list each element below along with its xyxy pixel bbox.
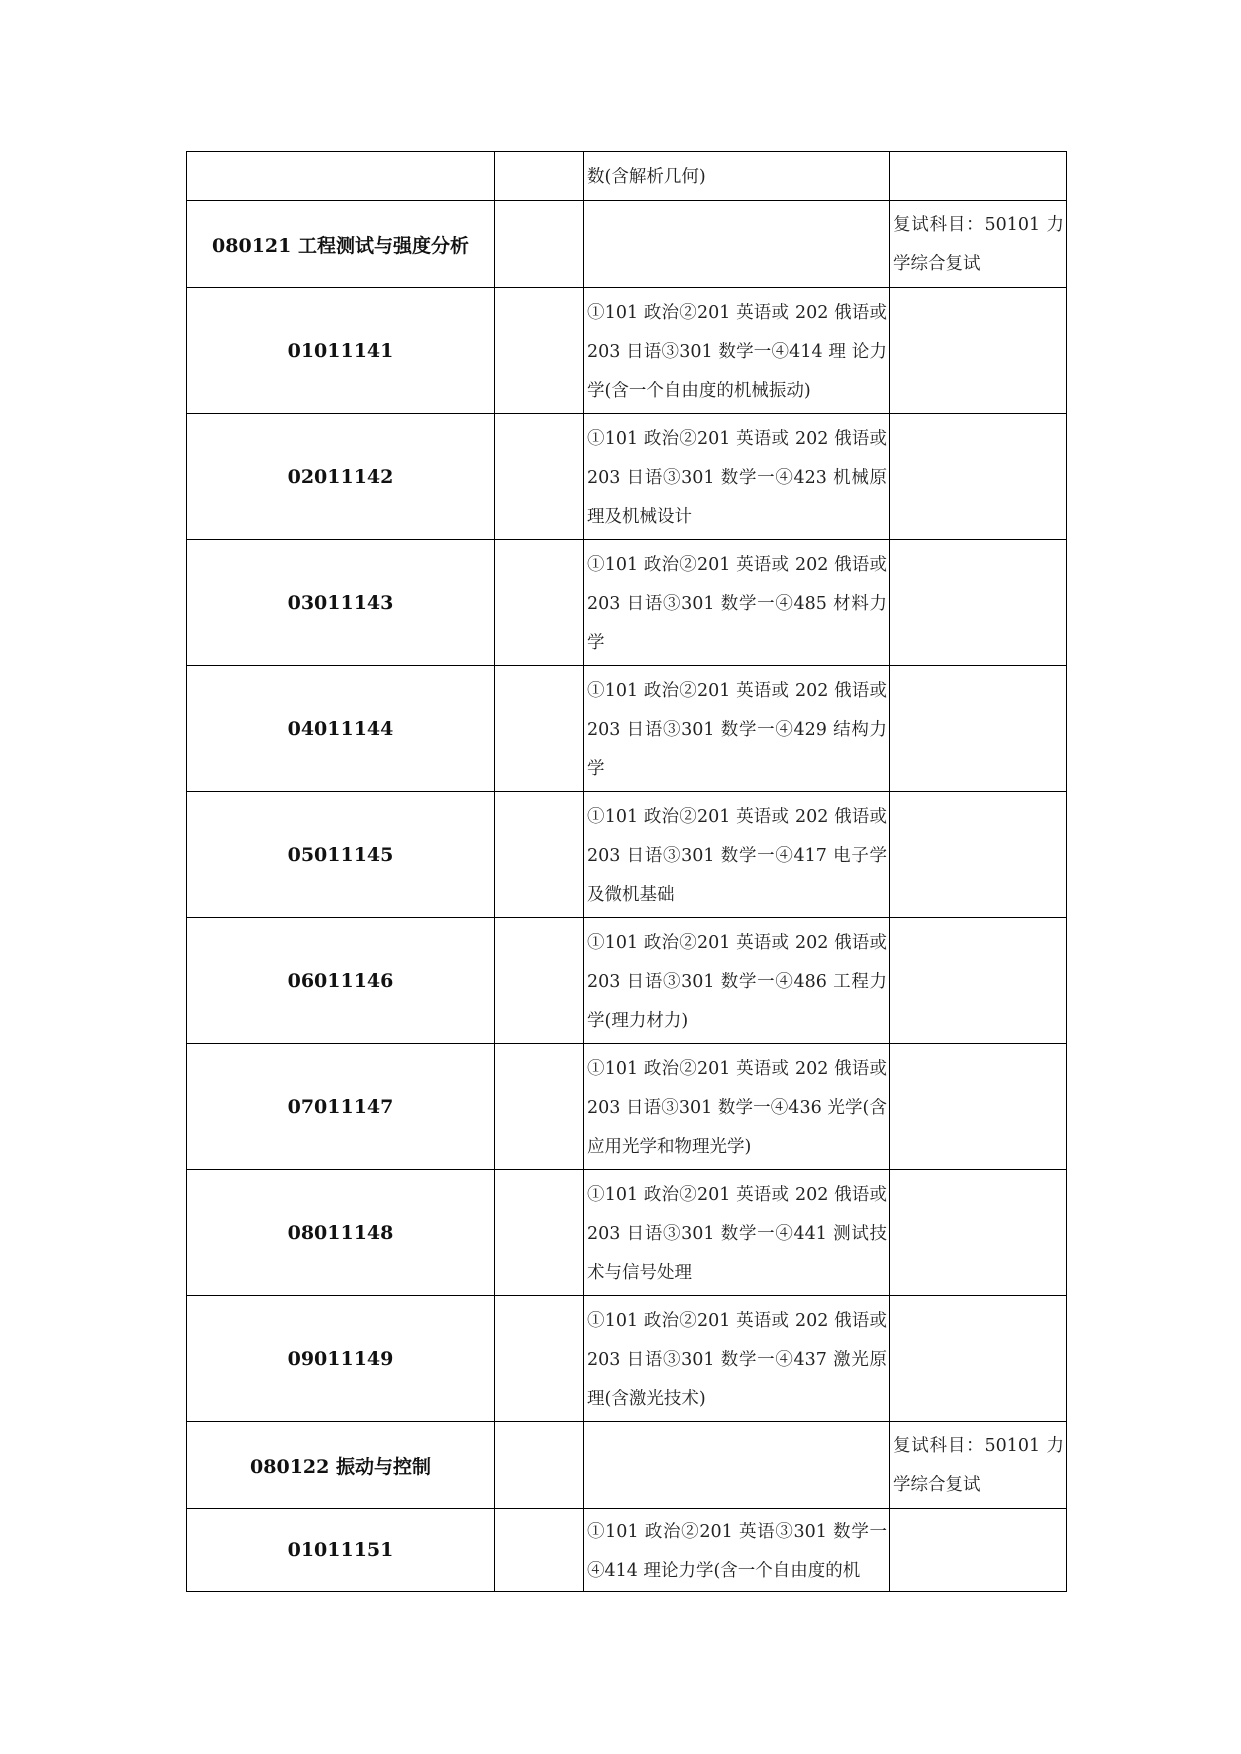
remark-cell: [890, 288, 1067, 414]
table-row-major: [187, 201, 1067, 288]
remark-cell: [890, 1170, 1067, 1296]
table-row-continuation: [187, 152, 1067, 201]
subjects-cell: [584, 540, 890, 666]
blank-cell: [495, 414, 584, 540]
blank-cell: [495, 288, 584, 414]
remark-cell: [890, 792, 1067, 918]
subjects-cell: [584, 918, 890, 1044]
table-row: [187, 1509, 1067, 1592]
remark-cell: [890, 414, 1067, 540]
remark-cell: [890, 1422, 1067, 1509]
subjects-text: ①101 政治②201 英语或 202 俄语或 203 日语③301 数学一④485 材料力学: [587, 554, 887, 653]
admissions-table: [186, 151, 1067, 1592]
remark-text: 复试科目：50101 力学综合复试: [893, 215, 1064, 274]
table-row: [187, 1296, 1067, 1422]
remark-text: [890, 1358, 1066, 1360]
subjects-cell: [584, 152, 890, 201]
table-row: [187, 1044, 1067, 1170]
subjects-cell: [584, 1044, 890, 1170]
subjects-text: ①101 政治②201 英语或 202 俄语或 203 日语③301 数学一④437 激光原理(含激光技术): [587, 1310, 887, 1409]
remark-text: [890, 350, 1066, 352]
remark-cell: [890, 1509, 1067, 1592]
subjects-cell: [584, 414, 890, 540]
code-cell: 04011144: [187, 666, 495, 792]
subjects-text: ①101 政治②201 英语或 202 俄语或 203 日语③301 数学一④429 结构力学: [587, 680, 887, 779]
blank-cell: [495, 1044, 584, 1170]
code-cell: 07011147: [187, 1044, 495, 1170]
table-row-major: [187, 1422, 1067, 1509]
remark-text: [890, 1106, 1066, 1108]
blank-cell: [495, 1296, 584, 1422]
table-row: [187, 918, 1067, 1044]
subjects-text: ①101 政治②201 英语或 202 俄语或 203 日语③301 数学一④414 理 论力学(含一个自由度的机械振动): [587, 302, 887, 401]
subjects-text: ①101 政治②201 英语或 202 俄语或 203 日语③301 数学一④423 机械原理及机械设计: [587, 428, 887, 527]
subjects-text: [584, 243, 889, 246]
table-row: [187, 666, 1067, 792]
code-cell: 080121 工程测试与强度分析: [187, 201, 495, 288]
code-cell: 05011145: [187, 792, 495, 918]
code-cell: 01011151: [187, 1509, 495, 1592]
subjects-text: ①101 政治②201 英语或 202 俄语或 203 日语③301 数学一④441 测试技术与信号处理: [587, 1184, 887, 1283]
remark-text: [890, 175, 1066, 177]
subjects-text: [584, 1464, 889, 1467]
blank-cell: [495, 1509, 584, 1592]
subjects-cell: [584, 1296, 890, 1422]
remark-cell: [890, 152, 1067, 201]
table-row: [187, 414, 1067, 540]
code-cell: 080122 振动与控制: [187, 1422, 495, 1509]
code-cell: 09011149: [187, 1296, 495, 1422]
subjects-cell: [584, 792, 890, 918]
remark-text: [890, 980, 1066, 982]
blank-cell: [495, 1422, 584, 1509]
remark-text: [890, 1232, 1066, 1234]
table-row: [187, 288, 1067, 414]
subjects-text: ①101 政治②201 英语或 202 俄语或 203 日语③301 数学一④486 工程力学(理力材力): [587, 932, 887, 1031]
table-row: [187, 1170, 1067, 1296]
code-cell: [187, 152, 495, 201]
remark-text: 复试科目：50101 力学综合复试: [893, 1436, 1064, 1495]
remark-cell: [890, 1044, 1067, 1170]
table-row: [187, 540, 1067, 666]
blank-cell: [495, 201, 584, 288]
code-cell: 06011146: [187, 918, 495, 1044]
code-cell: 02011142: [187, 414, 495, 540]
subjects-cell: [584, 201, 890, 288]
subjects-cell: [584, 1509, 890, 1592]
subjects-cell: [584, 1422, 890, 1509]
blank-cell: [495, 666, 584, 792]
remark-cell: [890, 201, 1067, 288]
remark-cell: [890, 1296, 1067, 1422]
remark-cell: [890, 666, 1067, 792]
remark-text: [890, 476, 1066, 478]
remark-text: [890, 854, 1066, 856]
subjects-text: ①101 政治②201 英语或 202 俄语或 203 日语③301 数学一④417 电子学及微机基础: [587, 806, 887, 905]
blank-cell: [495, 918, 584, 1044]
subjects-cell: [584, 666, 890, 792]
subjects-cell: [584, 1170, 890, 1296]
remark-text: [890, 602, 1066, 604]
code-cell: 08011148: [187, 1170, 495, 1296]
blank-cell: [495, 540, 584, 666]
remark-text: [890, 728, 1066, 730]
blank-cell: [495, 152, 584, 201]
code-cell: 01011141: [187, 288, 495, 414]
table-row: [187, 792, 1067, 918]
subjects-cell: [584, 288, 890, 414]
blank-cell: [495, 1170, 584, 1296]
subjects-text: 数(含解析几何): [587, 167, 706, 187]
subjects-text: ①101 政治②201 英语或 202 俄语或 203 日语③301 数学一④436 光学(含应用光学和物理光学): [587, 1058, 887, 1157]
remark-cell: [890, 540, 1067, 666]
remark-text: [890, 1549, 1066, 1551]
remark-cell: [890, 918, 1067, 1044]
code-cell: 03011143: [187, 540, 495, 666]
subjects-text: ①101 政治②201 英语③301 数学一④414 理论力学(含一个自由度的机: [587, 1521, 887, 1581]
blank-cell: [495, 792, 584, 918]
